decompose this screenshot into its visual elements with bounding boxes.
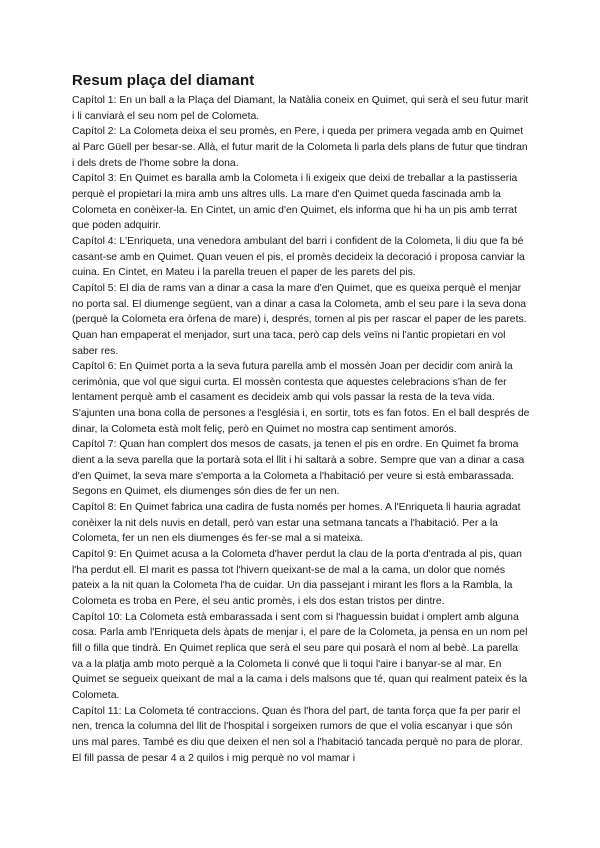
document-title: Resum plaça del diamant [72,72,255,89]
chapter-5-summary: Capítol 5: El dia de rams van a dinar a casa la mare d'en Quimet, que es queixa perquè el menjar no porta sal. El diumenge següent, van a dinar a casa la Colometa, amb el seu pare i la seva dona (perquè la Colometa era òrfena de mare) i, després, tornen al pis per rascar el paper de les parets. Quan han empaperat el menjador, surt una taca, però cap dels veïns ni l'antic propietari en vol saber res. [72,282,527,357]
chapter-11-summary: Capítol 11: La Colometa té contraccions. Quan és l'hora del part, de tanta força que fa per parir el nen, trenca la columna del llit de l'hospital i sorgeixen rumors de que el volia escanyar i que són uns mal pares. També es diu que deixen el nen sol a l'habitació tancada perquè no para de plorar. El fill passa de pesar 4 a 2 quilos i mig perquè no vol mamar i [72,705,523,764]
chapter-4-summary: Capítol 4: L'Enriqueta, una venedora ambulant del barri i confident de la Colometa, li diu que fa bé casant-se amb en Quimet. Quan veuen el pis, el promès decideix la decoració i proposa canviar la cuina. En Cintet, en Mateu i la parella treuen el paper de les parets del pis. [72,235,525,279]
chapter-10-summary: Capítol 10: La Colometa està embarassada i sent com si l'haguessin buidat i omplert amb alguna cosa. Parla amb l'Enriqueta dels àpats de menjar i, el pare de la Colometa, ja pensa en un nom pel fill o filla que tindrà. En Quimet replica que serà el seu pare qui posarà el nom al bebè. La parella va a la platja amb moto perquè a la Colometa li convé que li toqui l'aire i banyar-se al mar. En Quimet se segueix queixant de mal a la cama i dels malsons que té, quan qui realment pateix és la Colometa. [72,611,528,701]
chapter-7-summary: Capítol 7: Quan han complert dos mesos de casats, ja tenen el pis en ordre. En Quimet fa broma dient a la seva parella que la portarà sota el llit i hi saltarà a sobre. Sempre que van a dinar a casa d'en Quimet, la seva mare s'emporta a la Colometa a l'habitació per veure si està embarassada. Segons en Quimet, els diumenges són dies de fer un nen. [72,439,525,498]
document-page [72,71,530,766]
chapter-1-summary: Capítol 1: En un ball a la Plaça del Diamant, la Natàlia coneix en Quimet, qui serà el seu futur marit i li canviarà el seu nom pel de Colometa. [72,95,529,122]
chapter-3-summary: Capítol 3: En Quimet es baralla amb la Colometa i li exigeix que deixi de treballar a la pastisseria perquè el propietari la mira amb uns altres ulls. La mare d'en Quimet queda fascinada amb la Colometa en conèixer-la. En Cintet, un amic d'en Quimet, els informa que hi ha un pis amb terrat que poden adquirir. [72,173,518,232]
chapter-9-summary: Capítol 9: En Quimet acusa a la Colometa d'haver perdut la clau de la porta d'entrada al pis, quan l'ha perdut ell. El marit es passa tot l'hivern queixant-se de mal a la cama, un dolor que només pateix a la nit quan la Colometa l'ha de cuidar. Un dia passejant i mirant les flors a la Rambla, la Colometa es troba en Pere, el seu antic promès, i els dos estan tristos per dintre. [72,549,522,607]
chapter-2-summary: Capítol 2: La Colometa deixa el seu promès, en Pere, i queda per primera vegada amb en Quimet al Parc Güell per besar-se. Allà, el futur marit de la Colometa li parla dels plans de futur que tindran i dels drets de l'home sobre la dona. [72,126,528,169]
chapter-6-summary: Capítol 6: En Quimet porta a la seva futura parella amb el mossèn Joan per decidir com anirà la cerimònia, que vol que sigui curta. El mossèn contesta que aquestes celebracions s'han de fer lentament perquè amb el casament es decideix amb qui vols passar la resta de la teva vida. S'ajunten una bona colla de persones a l'església i, en sortir, tots es fan fotos. En el ball després de dinar, la Colometa està molt feliç, però en Quimet no mostra cap sentiment amorós. [72,361,530,435]
chapter-8-summary: Capítol 8: En Quimet fabrica una cadira de fusta només per homes. A l'Enriqueta li hauria agradat conèixer la nit dels nuvis en detall, però van estar una setmana tancats a l'habitació. Per a la Colometa, fer un nen els diumenges és fer-se mal a si mateixa. [72,502,521,545]
